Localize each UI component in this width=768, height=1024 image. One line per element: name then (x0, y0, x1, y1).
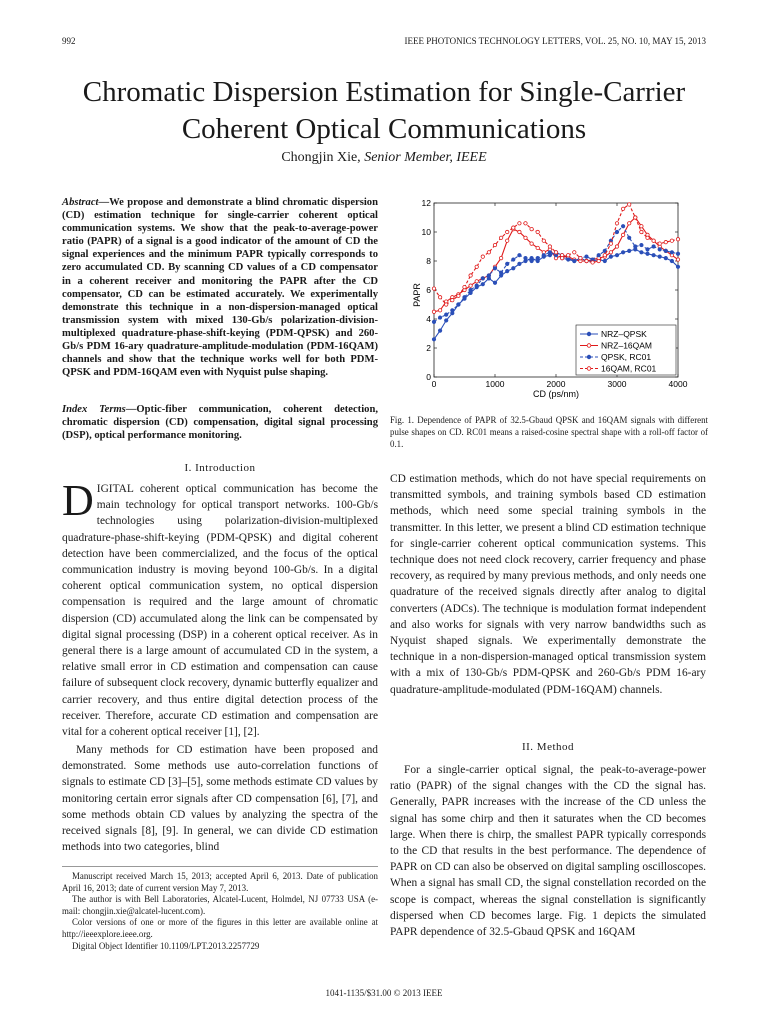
intro-paragraph-1-text: IGITAL coherent optical communication has become the main technology for optical transport networks. 100-Gb/s technologies using polarization-division-multiplexed quadrature-phase-shift-keying (PDM-QPSK) and digital coherent detection have been commercialized, and the focus of the optical communication industry is moving beyond 100-Gb/s. In a digital coherent optical communication system, no optical dispersion compensation is required and the large amount of chromatic dispersion (CD) accumulated along the link can be compensated by digital signal processing (DSP) in a coherent optical receiver. As in general there is a large amount of accumulated CD in the system, a relative small error in CD estimation and compensation can cause failure of subsequent clock recovery, dynamic butterfly equalizer and carrier recovery, and thus entire digital detection process of the receiver. Therefore, accurate CD estimation and compensation are vital for a coherent optical receiver [1], [2]. (62, 483, 378, 739)
data-point-nrz-qpsk (676, 265, 679, 268)
legend-marker-nrz-16qam (587, 344, 591, 348)
figure-caption: Fig. 1. Dependence of PAPR of 32.5-Gbaud QPSK and 16QAM signals with different pulse shapes on CD. RC01 means a raised-cosine spectral shape with a roll-off factor of 0.1. (390, 415, 708, 449)
data-point-nrz-qpsk (603, 259, 606, 262)
abstract: Abstract—We propose and demonstrate a blind chromatic dispersion (CD) estimation technique for single-carrier coherent optical communication systems. We show that the peak-to-average-power ratio (PAPR) of a signal is a good indicator of the amount of CD the signal experiences and the minimum PAPR typically corresponds to zero accumulated CD. By scanning CD values of a CD compensator in a coherent receiver and monitoring the PAPR after the CD compensator, CD can be estimated accurately. We experimentally demonstrate this technique in a non-dispersion-managed optical transmission system with mixed 130-Gb/s polarization-division-multiplexed quadrature-phase-shift-keying (PDM-QPSK) and 260-Gb/s PDM 16-ary quadrature-amplitude-modulation (PDM-16QAM) channels and show that the technique works well for both PDM-QPSK and PDM-16QAM even with Nyquist pulse shaping. (62, 197, 378, 379)
data-point-16qam-rc01 (536, 230, 539, 233)
data-point-16qam-rc01 (445, 303, 448, 306)
data-point-16qam-rc01 (640, 230, 643, 233)
data-point-nrz-16qam (609, 251, 612, 254)
data-point-16qam-rc01 (676, 238, 679, 241)
footnote-color: Color versions of one or more of the figures in this letter are available online at http://ieeexplore.ieee.org. (62, 917, 378, 939)
legend (576, 325, 676, 375)
data-point-nrz-16qam (530, 242, 533, 245)
footnote-author: The author is with Bell Laboratories, Alcatel-Lucent, Holmdel, NJ 07733 USA (e-mail: chongjin.xie@alcatel-lucent.com). (62, 894, 378, 916)
data-point-16qam-rc01 (457, 294, 460, 297)
data-point-16qam-rc01 (658, 242, 661, 245)
data-point-16qam-rc01 (628, 203, 631, 206)
data-point-qpsk-rc01 (518, 254, 521, 257)
data-point-nrz-qpsk (512, 267, 515, 270)
data-point-16qam-rc01 (487, 251, 490, 254)
y-tick-label: 10 (421, 227, 431, 237)
data-point-qpsk-rc01 (567, 258, 570, 261)
data-point-qpsk-rc01 (469, 288, 472, 291)
data-point-nrz-16qam (676, 258, 679, 261)
data-point-16qam-rc01 (579, 256, 582, 259)
data-point-16qam-rc01 (634, 216, 637, 219)
data-point-16qam-rc01 (506, 230, 509, 233)
data-point-nrz-16qam (432, 310, 435, 313)
data-point-16qam-rc01 (609, 242, 612, 245)
y-tick-label: 6 (426, 285, 431, 295)
data-point-16qam-rc01 (499, 236, 502, 239)
intro-paragraph-1 (62, 476, 378, 740)
y-tick-label: 2 (426, 343, 431, 353)
data-point-16qam-rc01 (603, 254, 606, 257)
data-point-nrz-qpsk (506, 269, 509, 272)
data-point-16qam-rc01 (518, 222, 521, 225)
data-point-qpsk-rc01 (481, 277, 484, 280)
legend-label-qpsk-rc01: QPSK, RC01 (601, 352, 652, 362)
footnote-doi: Digital Object Identifier 10.1109/LPT.2013.2257729 (72, 940, 260, 951)
index-terms-text: Optic-fiber communication, coherent detection, chromatic dispersion (CD) compensation, digital signal processing (DSP), optical performance monitoring. (62, 404, 378, 442)
data-point-qpsk-rc01 (445, 313, 448, 316)
data-point-nrz-16qam (621, 233, 624, 236)
intro-paragraph-2: Many methods for CD estimation have been proposed and demonstrated. Some methods use auto-correlation functions of signals to estimate CD [3]–[5], some methods estimate CD values by monitoring certain error signals after CD compensation [6], [7], and some methods obtain CD values by analyzing the spectra of the received signals [8], [9]. In general, we can divide CD estimation methods into two categories, blind (62, 744, 378, 854)
data-point-nrz-16qam (499, 256, 502, 259)
data-point-nrz-qpsk (615, 254, 618, 257)
intro-paragraph-2-continued: CD estimation methods, which do not have special requirements on transmitted symbols, and training symbols based CD estimation methods, which need some special training symbols in the transmitter. In this letter, we present a blind CD estimation technique for single-carrier coherent optical communication systems. This technique does not need clock recovery, carrier frequency and phase recovery, as required by many previous methods, and only needs one quadrature of the received signals directly after analog to digital converters (ADCs). The technique is modulation format independent and also works for signals with very narrow bandwidths such as Nyquist shaped signals. We experimentally demonstrate the technique in a non-dispersion-managed optical transmission system with a mix of 130-Gb/s PDM-QPSK and 260-Gb/s PDM 16-ary quadrature-amplitude-modulated (PDM-16QAM) channels. (390, 473, 706, 696)
data-point-nrz-qpsk (432, 338, 435, 341)
data-point-qpsk-rc01 (670, 251, 673, 254)
data-point-16qam-rc01 (585, 259, 588, 262)
data-point-nrz-qpsk (609, 255, 612, 258)
data-point-nrz-16qam (536, 246, 539, 249)
data-point-nrz-qpsk (670, 259, 673, 262)
legend-marker-nrz-qpsk (587, 332, 591, 336)
data-point-qpsk-rc01 (634, 245, 637, 248)
data-point-nrz-qpsk (664, 256, 667, 259)
data-point-qpsk-rc01 (438, 316, 441, 319)
data-point-qpsk-rc01 (548, 251, 551, 254)
data-point-16qam-rc01 (438, 296, 441, 299)
data-point-nrz-16qam (524, 236, 527, 239)
data-point-16qam-rc01 (530, 227, 533, 230)
data-point-qpsk-rc01 (493, 267, 496, 270)
drop-cap: D (62, 476, 94, 525)
section-heading-introduction: I. Introduction (184, 462, 256, 474)
data-point-16qam-rc01 (567, 254, 570, 257)
data-point-16qam-rc01 (597, 259, 600, 262)
index-terms: Index Terms—Optic-fiber communication, coherent detection, chromatic dispersion (CD) compensation, digital signal processing (DSP), optical performance monitoring. (62, 404, 378, 442)
data-point-qpsk-rc01 (676, 252, 679, 255)
method-paragraph-1: For a single-carrier optical signal, the peak-to-average-power ratio (PAPR) of the signal changes with the CD the signal has. Generally, PAPR increases with the increase of the CD unless the signal has some chirp and then it saturates when the CD becomes large. When there is chirp, the smallest PAPR typically corresponds to the CD that results in the best performance. The dependence of PAPR on CD can also be observed on digital sampling oscilloscopes. When a signal has small CD, the signal constellation recorded on the scope is compact, whereas the signal constellation is significantly dispersed when CD becomes large. Fig. 1 depicts the simulated PAPR dependence of 32.5-Gbaud QPSK and 16QAM (390, 764, 706, 939)
data-point-qpsk-rc01 (536, 256, 539, 259)
data-point-qpsk-rc01 (524, 256, 527, 259)
y-tick-label: 12 (421, 198, 431, 208)
data-point-qpsk-rc01 (615, 230, 618, 233)
data-point-qpsk-rc01 (530, 259, 533, 262)
data-point-nrz-qpsk (658, 255, 661, 258)
data-point-nrz-16qam (469, 284, 472, 287)
data-point-nrz-qpsk (640, 251, 643, 254)
data-point-16qam-rc01 (554, 251, 557, 254)
data-point-qpsk-rc01 (463, 296, 466, 299)
section-heading-method: II. Method (521, 741, 575, 753)
data-point-nrz-qpsk (621, 251, 624, 254)
footnote (62, 866, 378, 952)
author-role: Senior Member, IEEE (364, 150, 487, 165)
data-point-16qam-rc01 (475, 265, 478, 268)
data-point-16qam-rc01 (646, 236, 649, 239)
data-point-16qam-rc01 (463, 285, 466, 288)
data-point-nrz-16qam (518, 230, 521, 233)
data-point-16qam-rc01 (652, 239, 655, 242)
data-point-16qam-rc01 (670, 239, 673, 242)
data-point-nrz-16qam (475, 280, 478, 283)
data-point-16qam-rc01 (591, 261, 594, 264)
data-point-16qam-rc01 (548, 245, 551, 248)
data-point-nrz-16qam (438, 309, 441, 312)
data-point-qpsk-rc01 (597, 254, 600, 257)
data-point-qpsk-rc01 (658, 248, 661, 251)
data-point-qpsk-rc01 (432, 320, 435, 323)
data-point-16qam-rc01 (432, 287, 435, 290)
x-tick-label: 2000 (546, 379, 566, 389)
legend-label-nrz-qpsk: NRZ–QPSK (601, 329, 647, 339)
data-point-qpsk-rc01 (664, 249, 667, 252)
data-point-qpsk-rc01 (542, 254, 545, 257)
data-point-qpsk-rc01 (475, 284, 478, 287)
abstract-label: Abstract (62, 197, 99, 208)
data-point-qpsk-rc01 (457, 303, 460, 306)
data-point-16qam-rc01 (451, 298, 454, 301)
x-tick-label: 4000 (668, 379, 688, 389)
figure-1-chart (396, 195, 696, 413)
data-point-16qam-rc01 (615, 222, 618, 225)
journal-header: IEEE PHOTONICS TECHNOLOGY LETTERS, VOL. 25, NO. 10, MAY 15, 2013 (404, 36, 706, 46)
data-point-nrz-16qam (628, 222, 631, 225)
y-axis-label: PAPR (412, 283, 422, 307)
x-tick-label: 3000 (607, 379, 627, 389)
data-point-16qam-rc01 (469, 274, 472, 277)
index-terms-label: Index Terms (62, 404, 126, 415)
data-point-nrz-16qam (615, 245, 618, 248)
footnote-received: Manuscript received March 15, 2013; accepted April 6, 2013. Date of publication April 16, 2013; date of current version May 7, 2013. (62, 871, 378, 893)
data-point-nrz-qpsk (481, 283, 484, 286)
page-number: 992 (62, 36, 76, 46)
abstract-text: We propose and demonstrate a blind chromatic dispersion (CD) estimation technique for single-carrier coherent optical communication systems. We show that the peak-to-average-power ratio (PAPR) of a signal is a good indicator of the amount of CD the signal experiences and the minimum PAPR typically corresponds to zero accumulated CD. By scanning CD values of a CD compensator in a coherent receiver and monitoring the PAPR after the CD compensator, CD can be estimated accurately. We experimentally demonstrate this technique in a non-dispersion-managed optical transmission system with mixed 130-Gb/s polarization-division-multiplexed quadrature-phase-shift-keying (PDM-QPSK) and 260-Gb/s PDM 16-ary quadrature-amplitude-modulation (PDM-16QAM) channels and show that the technique works well for both PDM-QPSK and PDM-16QAM even with Nyquist pulse shaping. (62, 197, 378, 379)
data-point-nrz-16qam (506, 239, 509, 242)
data-point-qpsk-rc01 (621, 225, 624, 228)
y-tick-label: 0 (426, 372, 431, 382)
data-point-16qam-rc01 (573, 251, 576, 254)
data-point-16qam-rc01 (542, 239, 545, 242)
y-tick-label: 8 (426, 256, 431, 266)
data-point-qpsk-rc01 (499, 271, 502, 274)
author-line (0, 150, 768, 166)
copyright-line: 1041-1135/$31.00 © 2013 IEEE (325, 988, 443, 998)
data-point-qpsk-rc01 (646, 248, 649, 251)
legend-marker-qpsk-rc01 (587, 355, 591, 359)
legend-label-nrz-16qam: NRZ–16QAM (601, 340, 653, 351)
data-point-16qam-rc01 (481, 255, 484, 258)
data-point-qpsk-rc01 (640, 243, 643, 246)
data-point-16qam-rc01 (493, 243, 496, 246)
data-point-16qam-rc01 (621, 207, 624, 210)
y-tick-label: 4 (426, 314, 431, 324)
data-point-16qam-rc01 (664, 240, 667, 243)
data-point-nrz-qpsk (438, 329, 441, 332)
data-point-16qam-rc01 (560, 256, 563, 259)
data-point-nrz-qpsk (652, 254, 655, 257)
data-point-nrz-qpsk (493, 281, 496, 284)
data-point-nrz-qpsk (445, 319, 448, 322)
data-point-16qam-rc01 (512, 226, 515, 229)
data-point-nrz-qpsk (646, 252, 649, 255)
paper-title: Chromatic Dispersion Estimation for Single-Carrier Coherent Optical Communications (82, 76, 686, 145)
data-point-qpsk-rc01 (628, 236, 631, 239)
data-point-qpsk-rc01 (487, 274, 490, 277)
x-axis-label: CD (ps/nm) (532, 389, 580, 399)
data-point-qpsk-rc01 (451, 309, 454, 312)
data-point-qpsk-rc01 (506, 262, 509, 265)
data-point-nrz-16qam (640, 225, 643, 228)
legend-label-16qam-rc01: 16QAM, RC01 (601, 363, 657, 374)
x-tick-label: 1000 (485, 379, 505, 389)
data-point-nrz-qpsk (628, 249, 631, 252)
data-point-16qam-rc01 (524, 222, 527, 225)
data-point-qpsk-rc01 (512, 258, 515, 261)
data-point-qpsk-rc01 (573, 259, 576, 262)
legend-marker-16qam-rc01 (587, 367, 591, 371)
data-point-qpsk-rc01 (585, 255, 588, 258)
author-name: Chongjin Xie, (281, 150, 361, 165)
x-tick-label: 0 (431, 379, 437, 389)
data-point-nrz-qpsk (518, 262, 521, 265)
data-point-qpsk-rc01 (652, 245, 655, 248)
